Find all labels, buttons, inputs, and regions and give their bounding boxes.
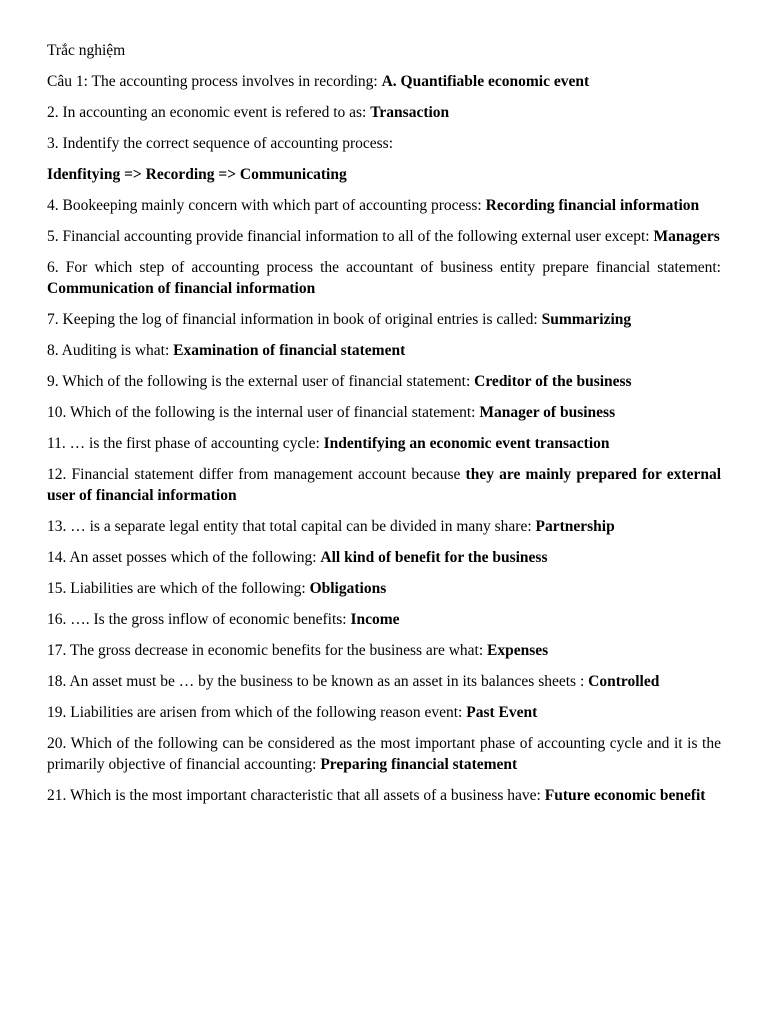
question-text: 12. Financial statement differ from management account because [47,466,466,483]
question-text: 15. Liabilities are which of the following: [47,580,310,597]
question-item [47,516,721,537]
answer-text: Indentifying an economic event transaction [323,435,610,452]
answer-text: Managers [653,228,720,245]
question-item [47,785,721,806]
answer-text: Preparing financial statement [320,756,518,773]
answer-text: Idenfitying => Recording => Communicating [47,166,347,183]
question-item [47,547,721,568]
answer-text: Examination of financial statement [173,342,406,359]
answer-text: Communication of financial information [47,280,316,297]
answer-text: Controlled [588,673,660,690]
question-text: 10. Which of the following is the internal user of financial statement: [47,404,480,421]
document-page [47,40,721,816]
question-text: 16. …. Is the gross inflow of economic benefits: [47,611,351,628]
answer-text: Transaction [370,104,450,121]
question-item [47,257,721,299]
answer-text: they are mainly prepared for external user of financial information [47,466,722,504]
question-text: 13. … is a separate legal entity that total capital can be divided in many share: [47,518,536,535]
answer-text: Obligations [309,580,387,597]
question-item [47,402,721,423]
question-text: 14. An asset posses which of the following: [47,549,321,566]
question-text: 11. … is the first phase of accounting cycle: [47,435,324,452]
answer-text: Expenses [487,642,549,659]
question-text: 18. An asset must be … by the business to be known as an asset in its balances sheets : [47,673,589,690]
question-item [47,340,721,361]
question-text: 7. Keeping the log of financial information in book of original entries is called: [47,311,542,328]
question-item [47,226,721,247]
question-text: 6. For which step of accounting process the accountant of business entity prepare financial statement: [47,259,721,276]
answer-text: Manager of business [479,404,616,421]
question-text: 19. Liabilities are arisen from which of the following reason event: [47,704,467,721]
question-item [47,702,721,723]
question-text: Câu 1: The accounting process involves in recording: [47,73,382,90]
question-text: 5. Financial accounting provide financial information to all of the following external user except: [47,228,654,245]
answer-text: Partnership [535,518,615,535]
question-item [47,133,721,154]
question-item [47,671,721,692]
question-text: 2. In accounting an economic event is refered to as: [47,104,371,121]
question-text: 8. Auditing is what: [47,342,174,359]
document-heading: Trắc nghiệm [47,42,126,59]
question-text: 17. The gross decrease in economic benefits for the business are what: [47,642,488,659]
question-item [47,609,721,630]
question-item [47,371,721,392]
question-text: 20. Which of the following can be considered as the most important phase of accounting cycle and it is the primarily objective of financial accounting: [47,735,721,773]
answer-text: Income [350,611,400,628]
answer-text: Summarizing [541,311,632,328]
question-item [47,309,721,330]
question-item [47,640,721,661]
question-text: 21. Which is the most important characteristic that all assets of a business have: [47,787,545,804]
question-item [47,464,721,506]
answer-text: Creditor of the business [474,373,632,390]
question-item [47,578,721,599]
answer-text: All kind of benefit for the business [320,549,548,566]
question-item [47,195,721,216]
question-item [47,733,721,775]
question-text: 9. Which of the following is the external user of financial statement: [47,373,475,390]
question-item [47,433,721,454]
question-item [47,102,721,123]
question-item [47,164,721,185]
question-text: 3. Indentify the correct sequence of accounting process: [47,135,394,152]
answer-text: Future economic benefit [544,787,706,804]
answer-text: Recording financial information [485,197,700,214]
question-text: 4. Bookeeping mainly concern with which part of accounting process: [47,197,486,214]
question-item [47,71,721,92]
answer-text: A. Quantifiable economic event [381,73,590,90]
answer-text: Past Event [466,704,538,721]
